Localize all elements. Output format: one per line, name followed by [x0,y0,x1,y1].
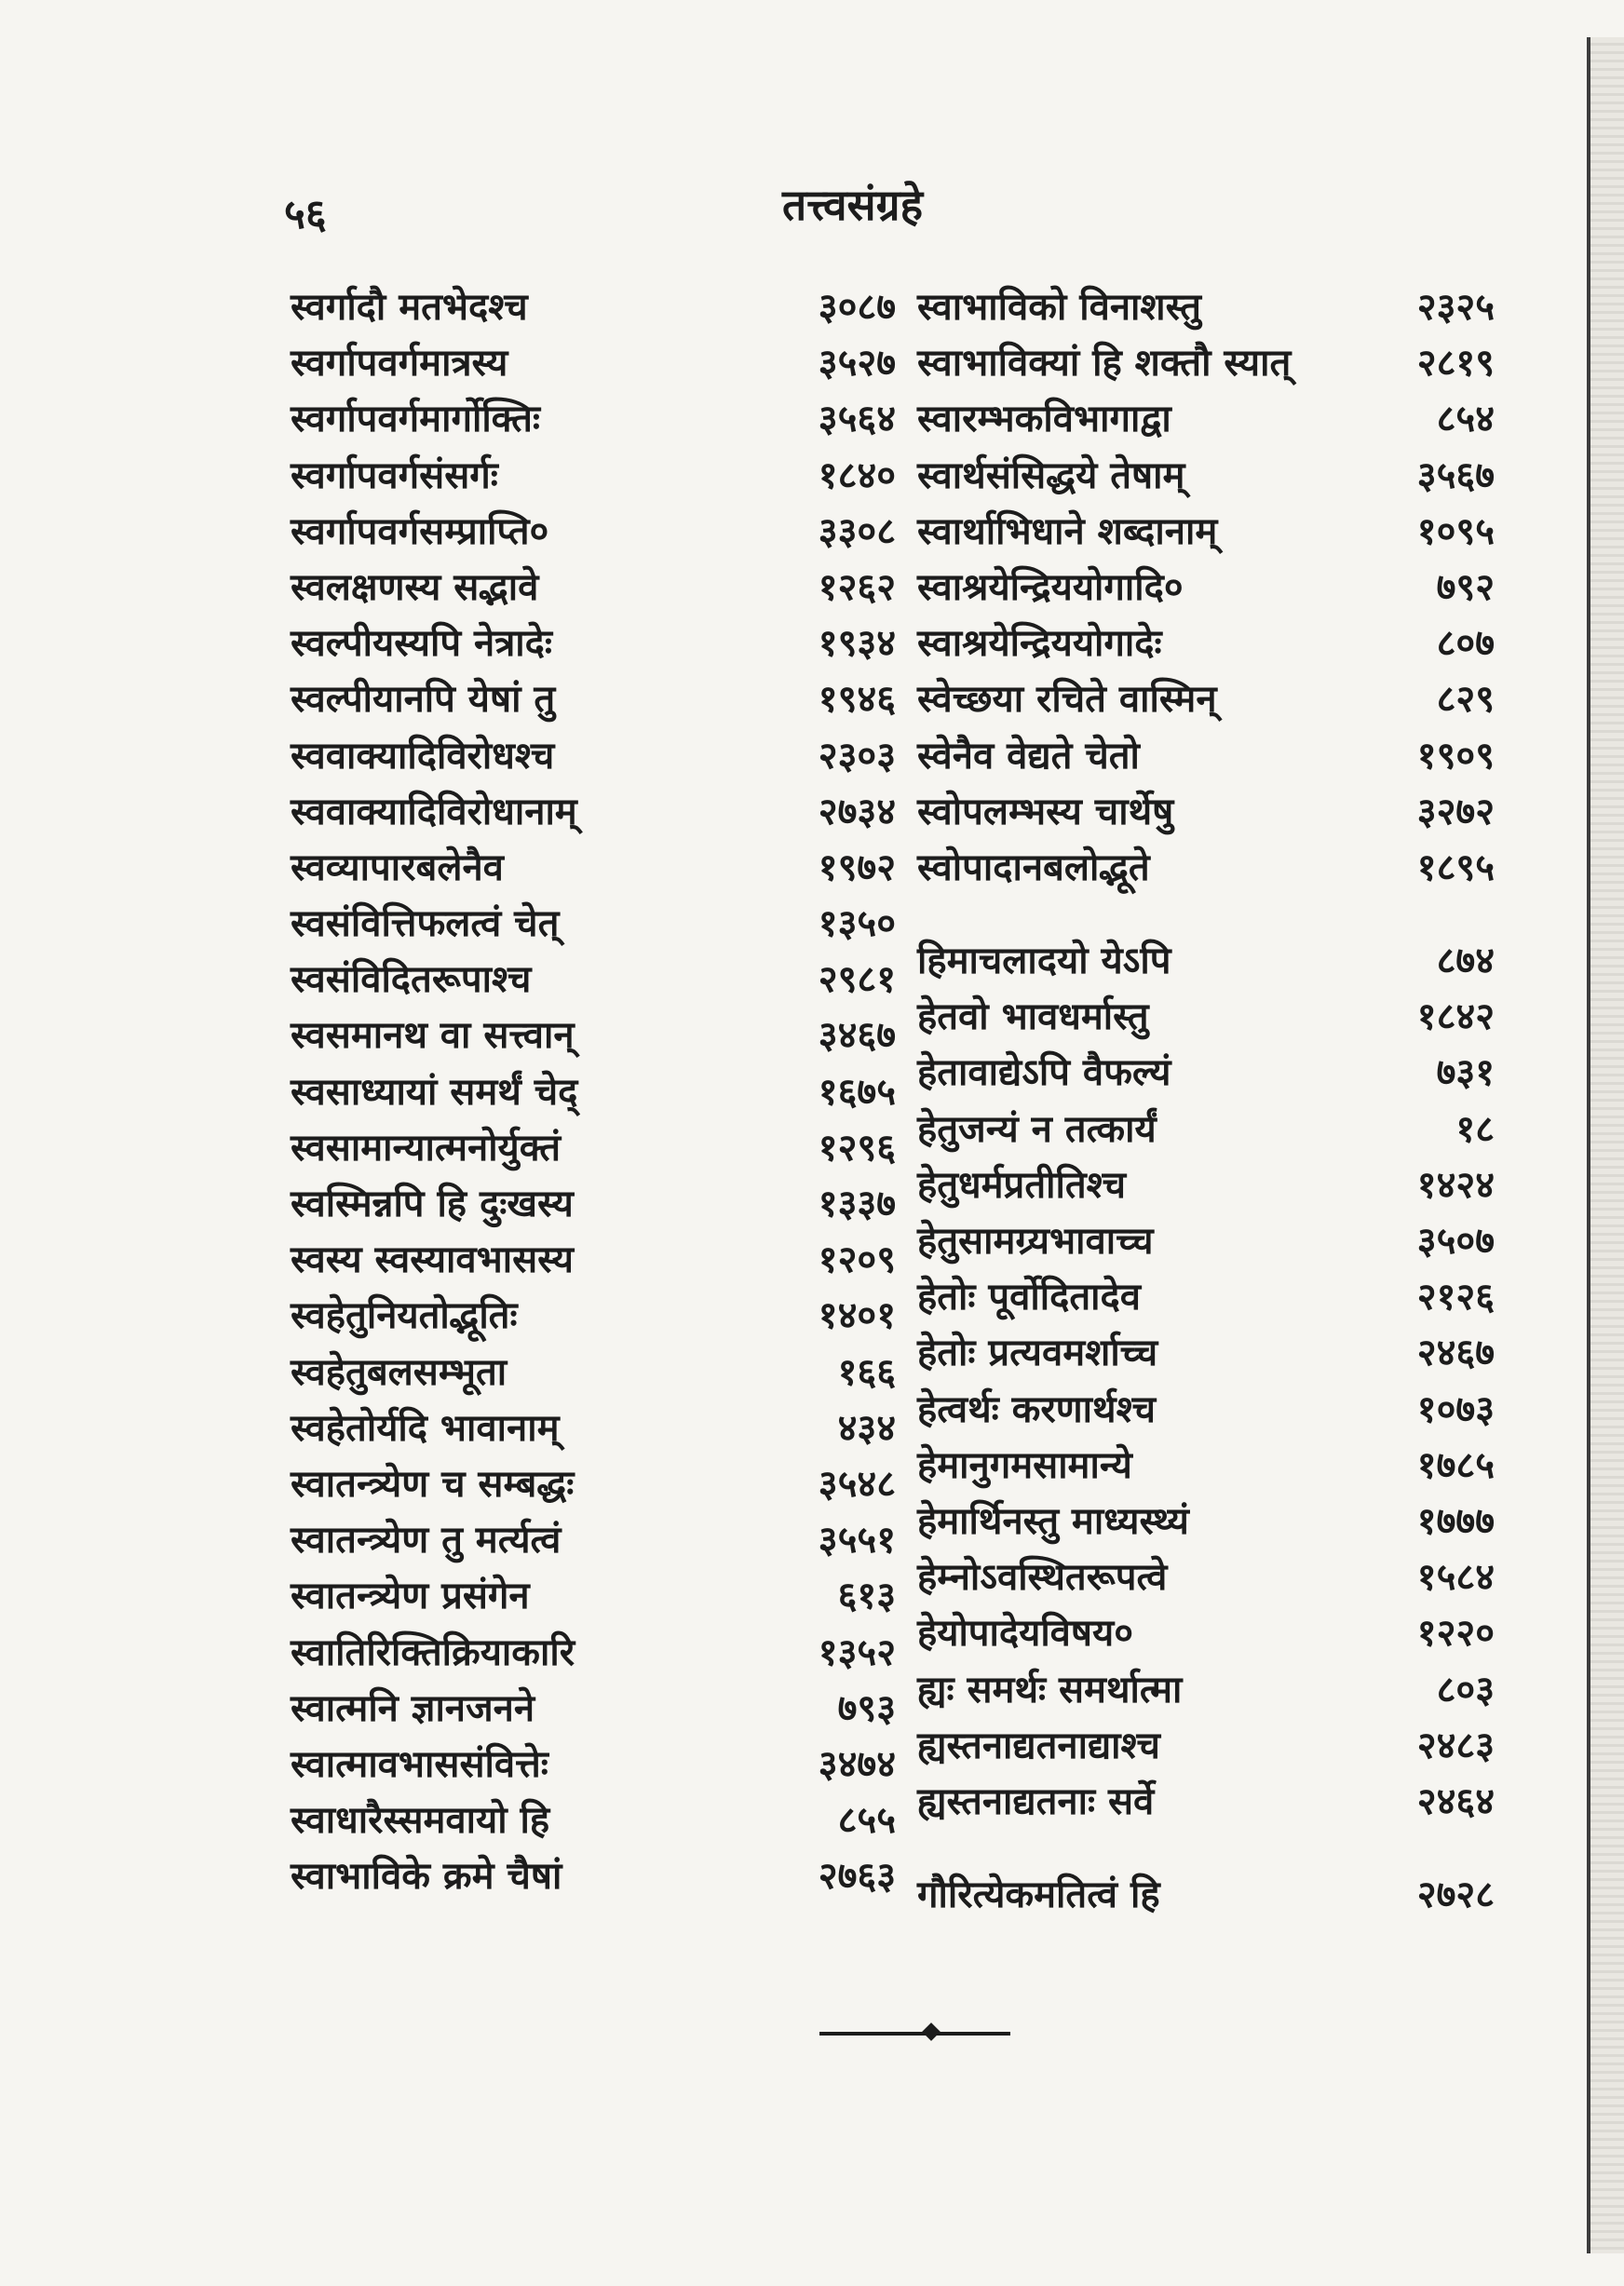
verse-text: हेतावाद्येऽपि वैफल्यं [917,1050,1171,1095]
verse-number: १८९५ [1416,845,1495,889]
verse-number: २७२८ [1416,1873,1495,1917]
index-entry [291,448,896,504]
verse-text: स्वाधारैस्समवायो हि [291,1798,550,1843]
verse-text: ह्यस्तनाद्यतनाः सर्वे [917,1779,1155,1823]
verse-number: २४६४ [1416,1779,1495,1823]
verse-number: १९०९ [1416,733,1495,778]
verse-text: हेम्नोऽवस्थितरूपत्वे [917,1555,1168,1600]
verse-number: १८४० [818,453,896,497]
verse-text: स्वलक्षणस्य सद्भावे [291,564,539,609]
verse-number: १७७७ [1416,1498,1495,1543]
group-spacer [917,1830,1495,1867]
right-group-2 [917,933,1495,1830]
index-entry [917,1382,1495,1438]
index-entry [917,1213,1495,1269]
verse-number: २४८३ [1416,1723,1495,1767]
verse-number: १६७५ [818,1069,896,1114]
index-entry [291,1232,896,1288]
verse-number: १४२४ [1416,1162,1495,1207]
index-entry [917,933,1495,989]
verse-text: स्वाश्रयेन्द्रिययोगादि० [917,564,1184,609]
right-column [917,279,1495,1923]
verse-number: ३२७२ [1416,789,1495,833]
verse-text: स्वव्यापारबलेनैव [291,845,504,889]
verse-text: स्वाभाविक्यां हि शक्तौ स्यात् [917,341,1292,386]
verse-text: स्वाभाविको विनाशस्तु [917,285,1201,329]
index-entry [291,1064,896,1120]
verse-number: १९४६ [818,677,896,722]
verse-text: स्वातन्त्र्येण च सम्बद्धः [291,1461,575,1506]
right-group-3 [917,1867,1495,1923]
index-entry [291,1568,896,1624]
index-entry [917,1662,1495,1718]
index-entry [291,1512,896,1568]
index-entry [917,671,1495,727]
verse-number: १८ [1455,1106,1495,1151]
verse-text: हेतवो भावधर्मास्तु [917,994,1149,1039]
index-entry [291,504,896,560]
index-entry [291,391,896,447]
verse-number: २८१९ [1416,341,1495,386]
verse-text: स्ववाक्यादिविरोधश्च [291,733,555,778]
verse-number: १२६२ [818,564,896,609]
verse-number: १९३४ [818,621,896,666]
end-ornament-diamond [922,2022,941,2041]
verse-number: ८५५ [837,1798,896,1843]
index-entry [917,504,1495,560]
verse-text: स्वातन्त्र्येण प्रसंगेन [291,1574,530,1618]
index-entry [917,335,1495,391]
index-entry [917,784,1495,840]
index-entry [291,1737,896,1792]
verse-text: स्वसंवित्तिफलत्वं चेत् [291,901,560,946]
verse-number: १३५२ [818,1630,896,1674]
index-entry [291,784,896,840]
index-entry [917,1718,1495,1774]
index-entry [291,1400,896,1456]
verse-text: हेत्वर्थः करणार्थश्च [917,1386,1156,1431]
verse-text: गौरित्येकमतित्वं हि [917,1873,1160,1917]
index-entry [291,1625,896,1681]
index-entry [291,1681,896,1737]
verse-text: स्वहेतोर्यदि भावानाम् [291,1405,560,1450]
index-entry [917,1269,1495,1325]
index-entry [291,1848,896,1904]
verse-text: हेमार्थिनस्तु माध्यस्थ्यं [917,1498,1189,1543]
verse-number: ८०७ [1436,621,1495,666]
verse-text: ह्यस्तनाद्यतनाद्याश्च [917,1723,1160,1767]
verse-text: स्वाभाविके क्रमे चैषां [291,1854,562,1899]
index-entry [917,1438,1495,1494]
verse-number: ३४६७ [818,1013,896,1058]
index-entry [917,391,1495,447]
verse-text: स्वर्गापवर्गसम्प्राप्ति० [291,508,549,553]
verse-number: ३५२७ [818,341,896,386]
verse-number: ३३०८ [818,508,896,553]
verse-number: ८०३ [1436,1667,1495,1711]
index-entry [917,1605,1495,1661]
verse-number: १७८५ [1416,1442,1495,1487]
verse-number: ३५५१ [818,1518,896,1562]
verse-number: १२२० [1416,1611,1495,1656]
index-entry [917,1325,1495,1381]
verse-number: २३०३ [818,733,896,778]
index-entry [291,560,896,615]
index-entry [917,1157,1495,1213]
index-entry [917,1774,1495,1830]
verse-number: ३५०७ [1416,1219,1495,1263]
verse-text: स्वल्पीयस्यपि नेत्रादेः [291,621,552,666]
verse-number: १९७२ [818,845,896,889]
verse-number: २४६७ [1416,1331,1495,1375]
index-entry [291,1345,896,1400]
index-entry [291,728,896,784]
index-entry [291,671,896,727]
verse-number: ८२९ [1436,677,1495,722]
verse-text: स्वसंविदितरूपाश्च [291,957,532,1002]
verse-text: स्वार्थाभिधाने शब्दानाम् [917,508,1218,553]
verse-text: स्वातन्त्र्येण तु मर्त्यत्वं [291,1518,562,1562]
verse-text: स्वस्मिन्नपि हि दुःखस्य [291,1182,574,1225]
index-entry [291,1456,896,1512]
index-entry [917,448,1495,504]
verse-number: ७९२ [1436,564,1495,609]
index-entry [917,1867,1495,1923]
verse-text: स्वसामान्यात्मनोर्युक्तं [291,1125,561,1170]
verse-number: २९८१ [818,957,896,1002]
index-entry [917,1494,1495,1549]
verse-text: हेमानुगमसामान्ये [917,1442,1132,1487]
verse-number: १२०९ [818,1238,896,1282]
verse-text: स्वाश्रयेन्द्रिययोगादेः [917,621,1162,666]
verse-text: स्वर्गापवर्गमार्गोक्तिः [291,397,540,441]
verse-number: १०७३ [1416,1386,1495,1431]
verse-number: ८५४ [1436,397,1495,441]
verse-number: ३०८७ [818,285,896,329]
verse-text: स्वार्थसंसिद्धये तेषाम् [917,453,1185,497]
index-entry [291,1008,896,1063]
verse-number: १६६ [837,1349,896,1394]
verse-number: १३३७ [818,1182,896,1225]
verse-text: ह्यः समर्थः समर्थात्मा [917,1667,1183,1711]
verse-number: २७६३ [818,1854,896,1899]
index-entry [917,1102,1495,1157]
verse-number: १८४२ [1416,994,1495,1039]
verse-number: २३२५ [1416,285,1495,329]
verse-number: ३५६४ [818,397,896,441]
verse-text: स्वल्पीयानपि येषां तु [291,677,556,722]
page-number: ५६ [284,191,327,238]
verse-text: स्वात्मनि ज्ञानजनने [291,1685,535,1730]
index-entry [917,1045,1495,1101]
running-title: तत्त्वसंग्रहे [782,180,924,230]
verse-number: ६१३ [837,1574,896,1618]
verse-text: स्वहेतुबलसम्भूता [291,1349,508,1394]
verse-number: ४३४ [837,1405,896,1450]
verse-text: स्वर्गापवर्गमात्रस्य [291,341,508,386]
verse-text: स्वहेतुनियतोद्भूतिः [291,1293,518,1338]
index-entry [291,335,896,391]
index-entry [291,1288,896,1344]
left-column [291,279,896,1904]
verse-number: १४०१ [818,1293,896,1338]
verse-number: ३५४८ [818,1461,896,1506]
verse-number: ७३१ [1436,1050,1495,1095]
index-entry [291,952,896,1008]
index-entry [291,1792,896,1848]
verse-text: स्वर्गापवर्गसंसर्गः [291,453,498,497]
index-entry [291,1176,896,1232]
verse-text: हेतुसामग्र्यभावाच्च [917,1219,1154,1263]
verse-text: हेतुधर्मप्रतीतिश्च [917,1162,1127,1207]
verse-number: १५८४ [1416,1555,1495,1600]
verse-text: स्वात्मावभाससंवित्तेः [291,1741,548,1786]
verse-text: स्वातिरिक्तिक्रियाकारि [291,1630,575,1674]
book-spine-edge [1587,37,1624,2253]
index-entry [917,728,1495,784]
verse-text: हेतुजन्यं न तत्कार्यं [917,1106,1157,1151]
end-ornament-rule [819,2032,1010,2036]
verse-number: ३४७४ [818,1741,896,1786]
verse-text: स्वोपादानबलोद्भूते [917,845,1150,889]
verse-text: स्ववाक्यादिविरोधानाम् [291,789,577,833]
verse-text: स्वेनैव वेद्यते चेतो [917,733,1140,778]
verse-text: हिमाचलादयो येऽपि [917,939,1171,983]
verse-text: स्वसाध्यायां समर्थं चेद् [291,1069,578,1114]
right-group-1 [917,279,1495,896]
verse-number: २७३४ [818,789,896,833]
verse-text: स्वारम्भकविभागाद्वा [917,397,1171,441]
verse-number: ८७४ [1436,939,1495,983]
index-entry [917,560,1495,615]
verse-number: २१२६ [1416,1275,1495,1319]
verse-text: स्वसमानथ वा सत्त्वान् [291,1013,575,1058]
verse-number: १०९५ [1416,508,1495,553]
index-entry [917,279,1495,335]
verse-number: १२९६ [818,1125,896,1170]
index-entry [291,896,896,952]
verse-number: ७९३ [837,1685,896,1730]
verse-text: स्वेच्छया रचिते वास्मिन् [917,677,1217,722]
verse-text: हेतोः प्रत्यवमर्शाच्च [917,1331,1158,1375]
verse-text: स्वोपलम्भस्य चार्थेषु [917,789,1174,833]
verse-text: स्वर्गादौ मतभेदश्च [291,285,528,329]
verse-text: हेयोपादेयविषय० [917,1611,1134,1656]
group-spacer [917,896,1495,933]
verse-number: ३५६७ [1416,453,1495,497]
index-entry [917,615,1495,671]
index-entry [291,615,896,671]
index-entry [291,1120,896,1176]
verse-text: हेतोः पूर्वोदितादेव [917,1275,1141,1319]
index-entry [917,989,1495,1045]
verse-text: स्वस्य स्वस्यावभासस्य [291,1238,574,1282]
index-entry [291,840,896,896]
index-entry [917,840,1495,896]
index-entry [917,1549,1495,1605]
verse-number: १३५० [818,901,896,946]
index-entry [291,279,896,335]
